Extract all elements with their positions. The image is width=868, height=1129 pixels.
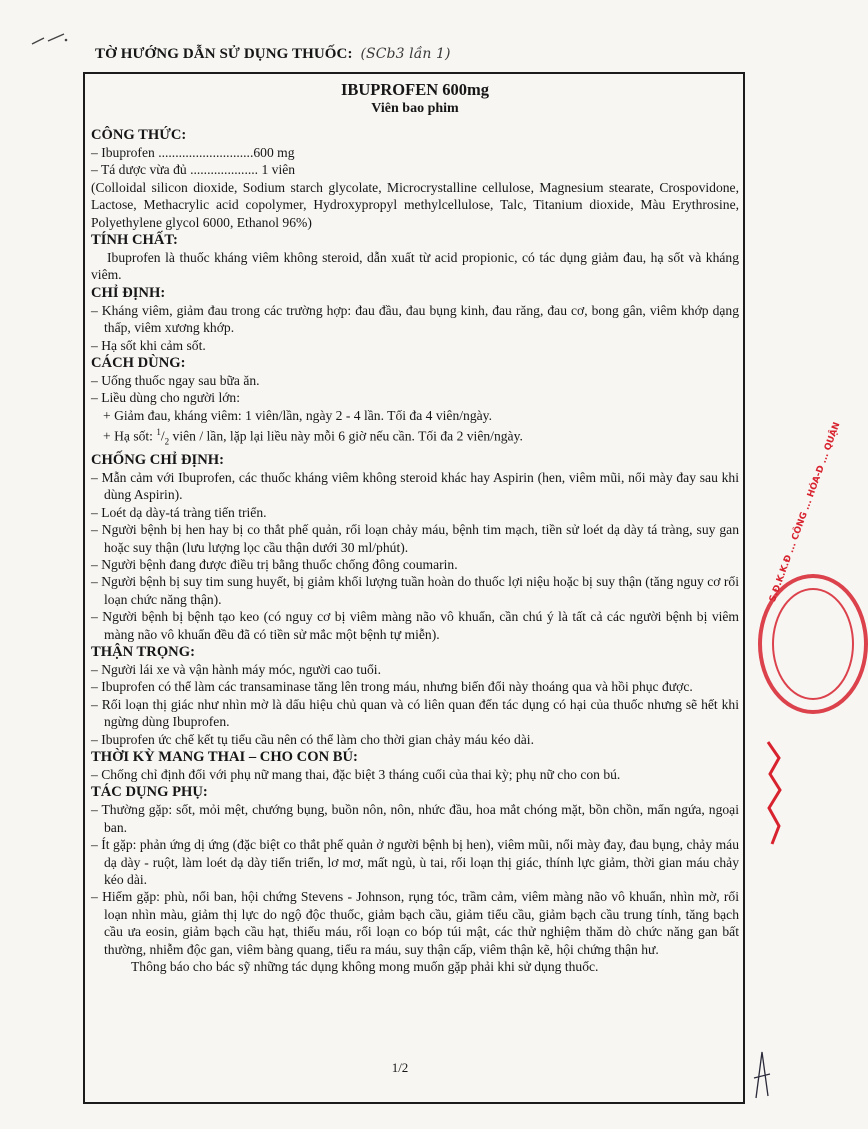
formula-ingredient: – Tá dược vừa đủ: [91, 162, 187, 178]
page-number: 1/2: [391, 1060, 409, 1075]
list-item: – Uống thuốc ngay sau bữa ăn.: [91, 373, 260, 389]
dosage-sub-item: + Hạ sốt: $^1/_2$ viên / lần, lặp lại liều này mỗi 6 giờ nếu cần. Tối đa 2 viên/ngày.: [103, 427, 523, 447]
closing-note: Thông báo cho bác sỹ những tác dụng không mong muốn gặp phải khi sử dụng thuốc.: [131, 959, 599, 975]
handwritten-note: (SCb3 lần 1): [360, 46, 451, 62]
list-item: – Liều dùng cho người lớn:: [91, 390, 240, 406]
formula-dots: ....................: [186, 162, 259, 178]
list-item: – Hạ sốt khi cảm sốt.: [91, 337, 206, 353]
list-item: – Mẫn cảm với Ibuprofen, các thuốc kháng viêm không steroid khác hay Aspirin (hen, viêm mũi, nổi mày đay sau khi dùng Aspirin).: [91, 469, 739, 503]
stamp-text: S.Đ.K.K.Đ ... CÔNG ... HÓA-D ... QUẬN: [768, 420, 843, 604]
list-item: – Người bệnh đang được điều trị bằng thuốc chống đông coumarin.: [91, 556, 458, 572]
fraction-numerator: 1: [156, 427, 161, 438]
list-item: – Thường gặp: sốt, mỏi mệt, chướng bụng, buồn nôn, nôn, nhức đầu, hoa mắt chóng mặt, bồn chồn, mẩn ngứa, ngoại ban.: [91, 802, 739, 835]
dosage-rest: viên / lần, lặp lại liều này mỗi 6 giờ nếu cần. Tối đa 2 viên/ngày.: [169, 428, 523, 444]
list-item: – Ibuprofen có thể làm các transaminase tăng lên trong máu, nhưng biến đổi này thoáng qua và hồi phục được.: [91, 679, 693, 695]
document-body: [91, 80, 739, 976]
formula-ingredient: – Ibuprofen: [91, 145, 155, 160]
list-item: – Người lái xe và vận hành máy móc, người cao tuổi.: [91, 662, 381, 677]
list-item: – Chống chỉ định đối với phụ nữ mang thai, đặc biệt 3 tháng cuối của thai kỳ; phụ nữ cho con bú.: [91, 767, 621, 783]
section-heading-cong-thuc: CÔNG THỨC:: [91, 127, 187, 143]
section-heading-chong-chi-dinh: CHỐNG CHỈ ĐỊNH:: [91, 451, 224, 468]
signature-mark: [750, 1048, 774, 1102]
pen-mark: [30, 30, 70, 50]
document-header: [95, 46, 451, 63]
section-heading-thai-ky: THỜI KỲ MANG THAI – CHO CON BÚ:: [91, 749, 358, 766]
section-heading-chi-dinh: CHỈ ĐỊNH:: [91, 284, 166, 301]
formula-amount: 600 mg: [253, 145, 295, 160]
section-heading-than-trong: THẬN TRỌNG:: [91, 644, 195, 660]
list-item: – Hiếm gặp: phù, nổi ban, hội chứng Stevens - Johnson, rụng tóc, trầm cảm, viêm màng não vô khuẩn, nhìn mờ, rối loạn nhìn màu, giảm thị lực do ngộ độc thuốc, giảm bạch cầu, giảm tiểu cầu, giảm bạch cầu trung tính, tăng bạch cầu ưa eosin, giảm bạch cầu hạt, thiếu máu, rối loạn co bóp túi mật, các thử nghiệm thăm dò chức năng gan bất thường, nhiễm độc gan, viêm bàng quang, tiểu ra máu, suy thận cấp, viêm thận kẽ, hội chứng thận hư.: [91, 889, 739, 957]
list-item: – Người bệnh bị hen hay bị co thắt phế quản, rối loạn chảy máu, bệnh tim mạch, tiền sử loét dạ dày tá tràng, suy gan hoặc suy thận (lưu lượng lọc cầu thận dưới 30 ml/phút).: [91, 522, 739, 555]
formula-dots: ............................: [154, 145, 254, 160]
product-title: IBUPROFEN 600mg: [340, 80, 490, 99]
formula-amount: 1 viên: [261, 162, 296, 178]
list-item: – Loét dạ dày-tá tràng tiến triển.: [91, 504, 267, 520]
list-item: – Người bệnh bị bệnh tạo keo (có nguy cơ bị viêm màng não vô khuẩn, cần chú ý là tất cả các người bệnh bị viêm màng não vô khuẩn đều đã có tiền sử mắc một bệnh tự miễn).: [91, 609, 739, 642]
header-label: TỜ HƯỚNG DẪN SỬ DỤNG THUỐC:: [95, 46, 353, 62]
list-item: – Rối loạn thị giác như nhìn mờ là dấu hiệu chủ quan và có liên quan đến tác dụng có hại của thuốc nhưng sẽ hết khi ngừng dùng Ibuprofen.: [91, 696, 739, 730]
formula-row-ibuprofen: [91, 144, 739, 161]
formula-row-ta-duoc: [91, 161, 739, 178]
list-item: – Ibuprofen ức chế kết tụ tiểu cầu nên có thể làm cho thời gian chảy máu kéo dài.: [91, 731, 534, 747]
product-subtitle: Viên bao phim: [371, 101, 459, 116]
list-item: – Người bệnh bị suy tim sung huyết, bị giảm khối lượng tuần hoàn do thuốc lợi niệu hoặc bị suy thận (tăng nguy cơ rối loạn chức năng thận).: [91, 574, 739, 607]
list-item: – Kháng viêm, giảm đau trong các trường hợp: đau đầu, đau bụng kinh, đau răng, đau cơ, bong gân, viêm khớp dạng thấp, viêm xương khớp.: [91, 302, 739, 336]
dosage-prefix: + Hạ sốt:: [103, 428, 157, 444]
list-item: – Ít gặp: phản ứng dị ứng (đặc biệt co thắt phế quản ở người bệnh bị hen), viêm mũi, nổi mày đay, đau bụng, chảy máu dạ dày - ruột, làm loét dạ dày tiến triển, lơ mơ, mất ngủ, ù tai, rối loạn thị giác, thính lực giảm, thời gian máu chảy kéo dài.: [91, 837, 739, 888]
fraction-denominator: 2: [164, 436, 170, 447]
dosage-sub-item: + Giảm đau, kháng viêm: 1 viên/lần, ngày 2 - 4 lần. Tối đa 4 viên/ngày.: [103, 407, 492, 423]
section-heading-cach-dung: CÁCH DÙNG:: [91, 355, 186, 372]
red-ink-mark: [764, 738, 784, 848]
excipients-list: (Colloidal silicon dioxide, Sodium starch glycolate, Microcrystalline cellulose, Magnesium stearate, Crospovidone, Lactose, Methacrylic acid copolymer, Hydroxypropyl methylcellulose, Talc, Titanium dioxide, Màu Erythrosine, Polyethylene glycol 6000, Ethanol 96%): [91, 179, 739, 230]
section-heading-tinh-chat: TÍNH CHẤT:: [91, 232, 178, 249]
properties-text: Ibuprofen là thuốc kháng viêm không steroid, dẫn xuất từ acid propionic, có tác dụng giảm đau, hạ sốt và kháng viêm.: [91, 250, 739, 283]
section-heading-tac-dung-phu: TÁC DỤNG PHỤ:: [91, 784, 208, 801]
